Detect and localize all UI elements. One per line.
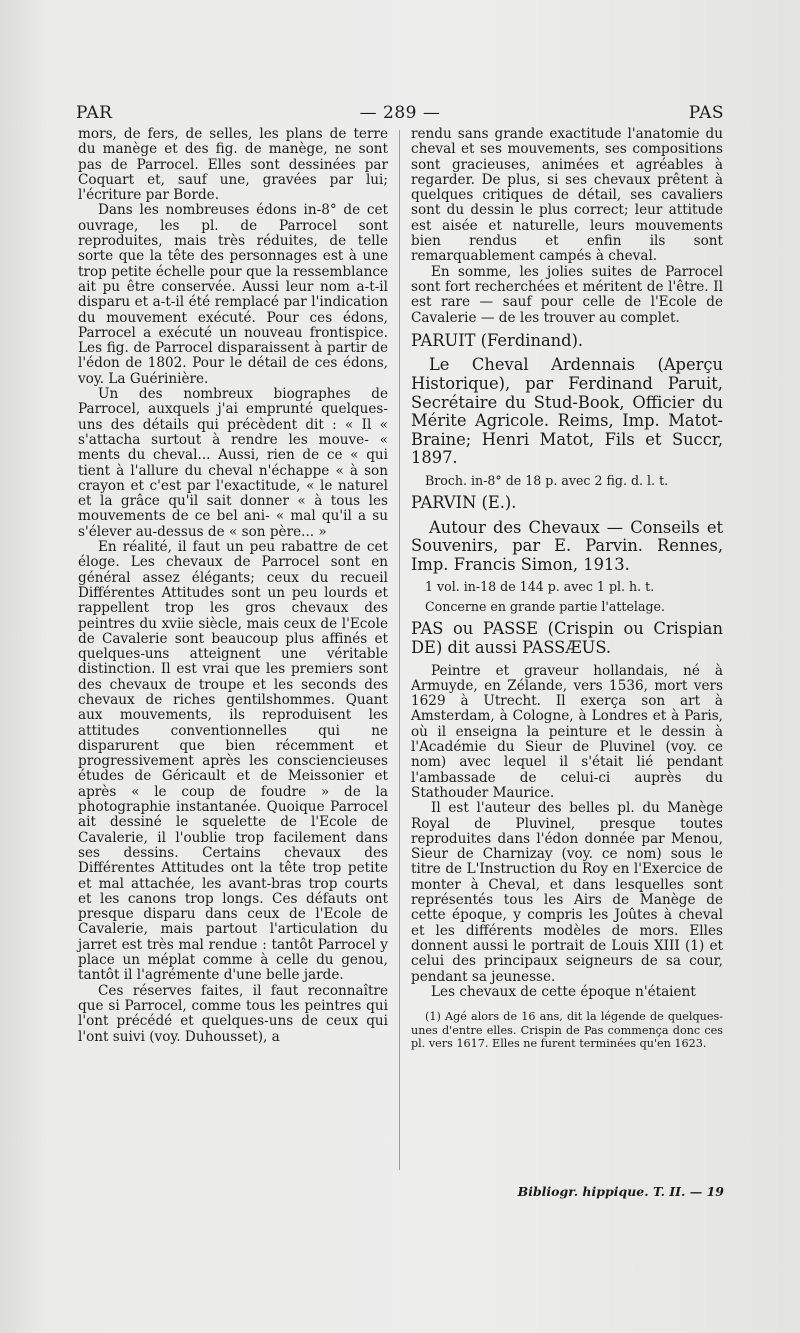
paragraph: En somme, les jolies suites de Parrocel sont fort recherchées et méritent de l'être. Il est rare — sauf pour celle de l'Ecole de Cavalerie — de les trouver au complet. xyxy=(411,263,723,326)
paragraph: Peintre et graveur hollandais, né à Armuyde, en Zélande, vers 1536, mort vers 1629 à Utrecht. Il exerça son art à Amsterdam, à Cologne, à Londres et à Paris, où il enseigna la peinture et le dessin à l'Académie du Sieur de Pluvinel (voy. ce nom) avec lequel il s'était lié pendant l'ambassade de celui-ci auprès du Stathouder Maurice. xyxy=(411,662,723,801)
entry-desc-paruit: Broch. in-8° de 18 p. avec 2 fig. d. l. t. xyxy=(425,473,669,489)
entry-note-parvin: Concerne en grande partie l'attelage. xyxy=(425,599,665,615)
entry-heading-pas: PAS ou PASSE (Crispin ou Crispian DE) dit aussi PASSÆUS. xyxy=(411,619,723,657)
paragraph: Les chevaux de cette époque n'étaient xyxy=(431,983,696,1000)
column-divider xyxy=(399,130,400,1170)
paragraph: Dans les nombreuses édons in-8° de cet ouvrage, les pl. de Parrocel sont reproduites, mais très réduites, de telle sorte que la tête des personnages est à une trop petite échelle pour que la ressemblance ait pu être conservée. Aussi leur nom a-t-il disparu et a-t-il été remplacé par l'indication du mouvement exécuté. Pour ces édons, Parrocel a exécuté un nouveau frontispice. Les fig. de Parrocel disparaissent à partir de l'édon de 1802. Pour le détail de ces édons, voy. La Guérinière. xyxy=(78,202,388,387)
left-column xyxy=(78,127,388,1045)
paragraph: mors, de fers, de selles, les plans de terre du manège et des fig. de manège, ne sont pas de Parrocel. Elles sont dessinées par Coquart et, sauf une, gravées par lui; l'écriture par Borde. xyxy=(78,126,388,204)
right-column xyxy=(411,127,723,1051)
page-number: — 289 — xyxy=(359,103,441,123)
footnote: (1) Agé alors de 16 ans, dit la légende de quelques-unes d'entre elles. Crispin de Pas commença donc ces pl. vers 1617. Elles ne furent terminées qu'en 1623. xyxy=(411,1010,723,1051)
paragraph: Il est l'auteur des belles pl. du Manège Royal de Pluvinel, presque toutes reproduites dans l'édon donnée par Menou, Sieur de Charnizay (voy. ce nom) sous le titre de L'Instruction du Roy en l'Exercice de monter à Cheval, et dans lesquelles sont représentés tous les Airs de Manège de cette époque, y compris les Joûtes à cheval et les différents modèles de mors. Elles donnent aussi le portrait de Louis XIII (1) et celui des principaux seigneurs de sa cour, pendant sa jeunesse. xyxy=(411,800,723,985)
entry-heading-parvin: PARVIN (E.). xyxy=(411,493,517,513)
paragraph: Ces réserves faites, il faut reconnaître que si Parrocel, comme tous les peintres qui l'ont précédé et quelques-uns de ceux qui l'ont suivi (voy. Duhousset), a xyxy=(78,982,388,1045)
paragraph: rendu sans grande exactitude l'anatomie du cheval et ses mouvements, ses compositions sont gracieuses, animées et agréables à regarder. De plus, si ses chevaux prêtent à quelques critiques de détail, ses cavaliers sont du dessin le plus correct; leur attitude est aisée et naturelle, leurs mouvements bien rendus et enfin ils sont remarquablement campés à cheval. xyxy=(411,126,723,265)
paragraph: En réalité, il faut un peu rabattre de cet éloge. Les chevaux de Parrocel sont en général assez élégants; ceux du recueil Différentes Attitudes sont un peu lourds et rappellent trop les gros chevaux des peintres du xviie siècle, mais ceux de l'Ecole de Cavalerie sont beaucoup plus affinés et quelques-uns atteignent une véritable distinction. Il est vrai que les premiers sont des chevaux de troupe et les seconds des chevaux de riches gentilshommes. Quant aux mouvements, ils reproduisent les attitudes conventionnelles qui ne disparurent que bien récemment et progressivement après les consciencieuses études de Géricault et de Meissonier et après « le coup de foudre » de la photographie instantanée. Quoique Parrocel ait dessiné le squelette de l'Ecole de Cavalerie, il l'oublie trop facilement dans ses dessins. Certains chevaux des Différentes Attitudes ont la tête trop petite et mal attachée, les avant-bras trop courts et les canons trop longs. Ces défauts ont presque disparu dans ceux de l'Ecole de Cavalerie, mais partout l'articulation du jarret est très mal rendue : tantôt Parrocel y place un méplat comme à celle du genou, tantôt il l'agrémente d'une belle jarde. xyxy=(78,539,388,984)
entry-title-parvin: Autour des Chevaux — Conseils et Souvenirs, par E. Parvin. Rennes, Imp. Francis Simon, 1913. xyxy=(411,517,723,574)
entry-title-paruit: Le Cheval Ardennais (Aperçu Historique), par Ferdinand Paruit, Secrétaire du Stud-Book, Officier du Mérite Agricole. Reims, Imp. Matot-Braine; Henri Matot, Fils et Succr, 1897. xyxy=(411,355,723,468)
signature-mark: Bibliogr. hippique. T. II. — 19 xyxy=(517,1184,724,1199)
paragraph: Un des nombreux biographes de Parrocel, auxquels j'ai emprunté quelques-uns des détails qui précèdent dit : « Il « s'attacha surtout à rendre les mouve- « ments du cheval... Aussi, rien de ce « qui tient à l'allure du cheval n'échappe « à son crayon et c'est par l'exactitude, « le naturel et la grâce qu'il sait donner « à tous les mouvements de ce bel ani- « mal qu'il a su s'élever au-dessus de « son père... » xyxy=(78,386,388,540)
header-right: PAS xyxy=(688,103,724,123)
header-left: PAR xyxy=(76,103,113,123)
entry-desc-parvin: 1 vol. in-18 de 144 p. avec 1 pl. h. t. xyxy=(425,579,655,595)
entry-heading-paruit: PARUIT (Ferdinand). xyxy=(411,330,584,350)
